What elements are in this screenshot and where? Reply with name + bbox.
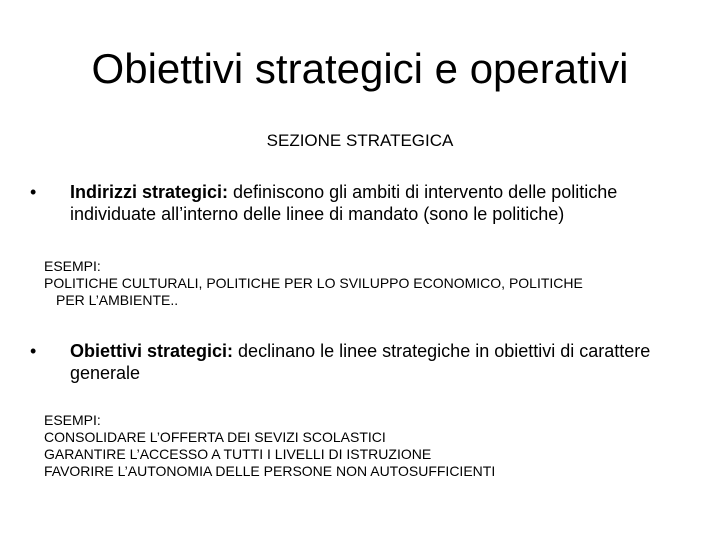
example-line: FAVORIRE L’AUTONOMIA DELLE PERSONE NON AUTOSUFFICIENTI	[44, 463, 496, 479]
section-heading	[0, 131, 720, 151]
bullet-term: Indirizzi strategici:	[70, 182, 229, 202]
bullet-description: declinano le linee strategiche in obiettivi di carattere generale	[70, 341, 651, 383]
bullet-marker: •	[30, 341, 37, 361]
bullet-description: definiscono gli ambiti di intervento delle politiche individuate all’interno delle linee di mandato (sono le politiche)	[70, 182, 618, 224]
examples-block-politiche	[44, 258, 684, 309]
examples-block-obiettivi	[44, 412, 684, 480]
bullet-obiettivi-strategici	[30, 340, 690, 384]
section-heading-text: SEZIONE STRATEGICA	[266, 131, 454, 150]
examples-label: ESEMPI:	[44, 412, 101, 428]
example-line: GARANTIRE L’ACCESSO A TUTTI I LIVELLI DI ISTRUZIONE	[44, 446, 432, 462]
example-line: PER L’AMBIENTE..	[56, 292, 179, 308]
bullet-text	[70, 181, 690, 225]
slide-title: Obiettivi strategici e operativi	[91, 45, 629, 92]
example-line: CONSOLIDARE L’OFFERTA DEI SEVIZI SCOLASTICI	[44, 429, 386, 445]
example-line: POLITICHE CULTURALI, POLITICHE PER LO SVILUPPO ECONOMICO, POLITICHE	[44, 275, 583, 291]
bullet-indirizzi-strategici	[30, 181, 690, 225]
bullet-marker: •	[30, 182, 37, 202]
examples-label: ESEMPI:	[44, 258, 101, 274]
bullet-term: Obiettivi strategici:	[70, 341, 234, 361]
bullet-text	[70, 340, 690, 384]
